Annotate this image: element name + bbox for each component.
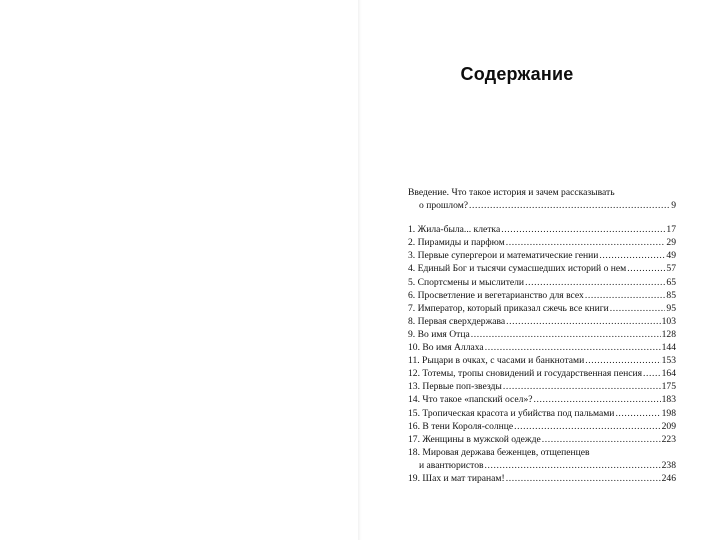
toc-page-number: 238	[661, 459, 676, 471]
toc-page-number: 17	[666, 224, 676, 236]
toc-entry-19	[408, 472, 676, 485]
leader-dots	[471, 328, 661, 341]
toc-entry-6	[408, 289, 676, 302]
toc-page-number: 85	[666, 289, 676, 301]
toc-entry-label: 8. Первая сверхдержава	[408, 315, 506, 327]
leader-dots	[503, 380, 661, 393]
toc-entry-label: 11. Рыцари в очках, с часами и банкнотами	[408, 355, 585, 367]
toc-page-number: 246	[661, 472, 676, 484]
toc-entry-11	[408, 354, 676, 367]
page-title: Содержание	[460, 64, 574, 84]
toc-page-number: 209	[661, 420, 676, 432]
toc-page-number: 164	[661, 368, 676, 380]
toc-page-number: 153	[661, 355, 676, 367]
leader-dots	[469, 199, 670, 212]
toc-entry-13	[408, 380, 676, 393]
toc-page-number: 198	[661, 407, 676, 419]
toc-entry-16	[408, 420, 676, 433]
toc-entry-7	[408, 302, 676, 315]
toc-entry-10	[408, 341, 676, 354]
toc-entry-label: 13. Первые поп-звезды	[408, 381, 502, 393]
toc-entry-label: 5. Спортсмены и мыслители	[408, 276, 525, 288]
leader-dots	[485, 341, 661, 354]
toc-page-number: 128	[661, 328, 676, 340]
toc-entry-label: 17. Женщины в мужской одежде	[408, 433, 541, 445]
toc-page-number: 175	[661, 381, 676, 393]
leader-dots	[599, 249, 665, 262]
toc-page-number: 144	[661, 342, 676, 354]
toc-entry-label: 7. Император, который приказал сжечь все книги	[408, 302, 609, 314]
toc-entry-label: о прошлом?	[419, 200, 469, 212]
toc-entry-label: 14. Что такое «папский осел»?	[408, 394, 533, 406]
toc-entry-14	[408, 393, 676, 406]
toc-entry-18-continuation	[408, 459, 676, 472]
leader-dots	[643, 367, 661, 380]
leader-dots	[542, 433, 661, 446]
toc-entry-label: 15. Тропическая красота и убийства под пальмами	[408, 407, 615, 419]
toc-entry-4	[408, 262, 676, 275]
toc-entry-15	[408, 407, 676, 420]
table-of-contents-page	[360, 0, 720, 540]
toc-entry-label-continued: и авантюристов	[419, 459, 484, 471]
toc-page-number: 223	[661, 433, 676, 445]
toc-entry-9	[408, 328, 676, 341]
toc-entry-8	[408, 315, 676, 328]
leader-dots	[585, 354, 660, 367]
toc-entry-label: 6. Просветление и вегетарианство для всех	[408, 289, 584, 301]
leader-dots	[534, 393, 661, 406]
toc-entry-label: 1. Жила-была... клетка	[408, 224, 501, 236]
toc-entry-12	[408, 367, 676, 380]
toc-page-number: 57	[666, 263, 676, 275]
toc-page-number: 49	[666, 250, 676, 262]
toc-entry-introduction-line2	[408, 199, 676, 212]
toc-page-number: 65	[666, 276, 676, 288]
leader-dots	[627, 262, 665, 275]
toc-page-number: 9	[671, 200, 676, 212]
toc-entry-introduction	[408, 186, 676, 212]
leader-dots	[525, 276, 665, 289]
toc-entry-label: 12. Тотемы, тропы сновидений и государственная пенсия	[408, 368, 643, 380]
toc-entry-label: 3. Первые супергерои и математические гении	[408, 250, 599, 262]
toc-entry-17	[408, 433, 676, 446]
toc-entry-label: 16. В тени Короля-солнце	[408, 420, 514, 432]
leader-dots	[506, 236, 666, 249]
toc-entry-label: 19. Шах и мат тиранам!	[408, 472, 505, 484]
toc-page-number: 95	[666, 302, 676, 314]
toc-entry-label: 9. Во имя Отца	[408, 328, 470, 340]
leader-dots	[506, 472, 661, 485]
toc-page-number: 29	[666, 237, 676, 249]
toc-entry-label: 10. Во имя Аллаха	[408, 342, 484, 354]
leader-dots	[615, 407, 660, 420]
toc-entry-3	[408, 249, 676, 262]
toc-entry-5	[408, 276, 676, 289]
table-of-contents	[408, 186, 676, 485]
toc-page-number: 103	[661, 315, 676, 327]
toc-entry-2	[408, 236, 676, 249]
leader-dots	[610, 302, 666, 315]
leader-dots	[585, 289, 666, 302]
toc-entry-label: 2. Пирамиды и парфюм	[408, 237, 505, 249]
leader-dots	[501, 223, 665, 236]
toc-entry-introduction-line1: Введение. Что такое история и зачем рассказывать	[408, 187, 615, 198]
toc-page-number: 183	[661, 394, 676, 406]
toc-entry-label: 4. Единый Бог и тысячи сумасшедших историй о нем	[408, 263, 627, 275]
leader-dots	[514, 420, 660, 433]
toc-entry-1	[408, 223, 676, 236]
leader-dots	[485, 459, 661, 472]
toc-entry-label: 18. Мировая держава беженцев, отщепенцев	[408, 446, 590, 458]
toc-entry-18	[408, 446, 676, 472]
leader-dots	[506, 315, 660, 328]
